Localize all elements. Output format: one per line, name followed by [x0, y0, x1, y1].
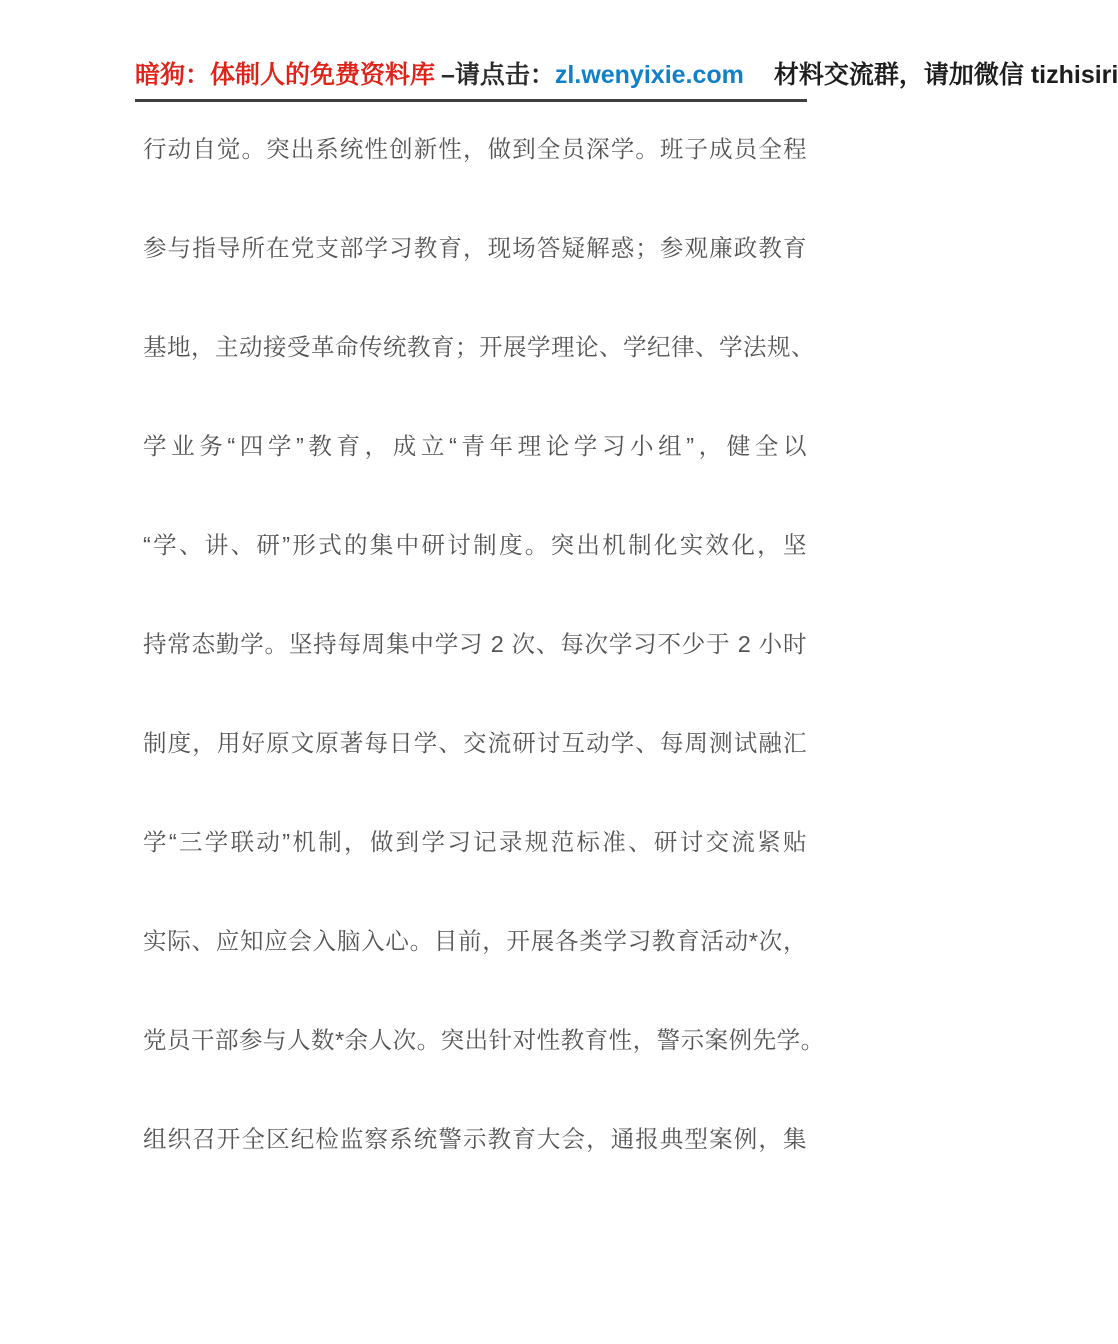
document-line: 制度，用好原文原著每日学、交流研讨互动学、每周测试融汇 — [143, 730, 807, 756]
click-prompt-text: –请点击： — [441, 61, 555, 89]
site-link[interactable]: zl.wenyixie.com — [554, 61, 744, 89]
brand-text: 暗狗：体制人的免费资料库 — [135, 61, 436, 89]
group-note-text: 材料交流群，请加微信 tizhisiri — [773, 61, 1118, 89]
document-line: 实际、应知应会入脑入心。目前，开展各类学习教育活动*次， — [143, 928, 807, 954]
document-line: 行动自觉。突出系统性创新性，做到全员深学。班子成员全程 — [143, 136, 807, 162]
document-line: 党员干部参与人数*余人次。突出针对性教育性，警示案例先学。 — [143, 1027, 825, 1053]
document-line: “学、讲、研”形式的集中研讨制度。突出机制化实效化，坚 — [143, 532, 807, 558]
document-line: 参与指导所在党支部学习教育，现场答疑解惑；参观廉政教育 — [143, 235, 807, 261]
document-line: 组织召开全区纪检监察系统警示教育大会，通报典型案例，集 — [143, 1126, 807, 1152]
document-line: 学业务“四学”教育，成立“青年理论学习小组”，健全以 — [143, 433, 807, 459]
document-line: 学“三学联动”机制，做到学习记录规范标准、研讨交流紧贴 — [143, 829, 807, 855]
promo-header — [135, 60, 1118, 102]
document-body — [143, 100, 825, 1189]
document-line: 持常态勤学。坚持每周集中学习 2 次、每次学习不少于 2 小时 — [143, 631, 807, 657]
document-line: 基地，主动接受革命传统教育；开展学理论、学纪律、学法规、 — [143, 334, 815, 360]
